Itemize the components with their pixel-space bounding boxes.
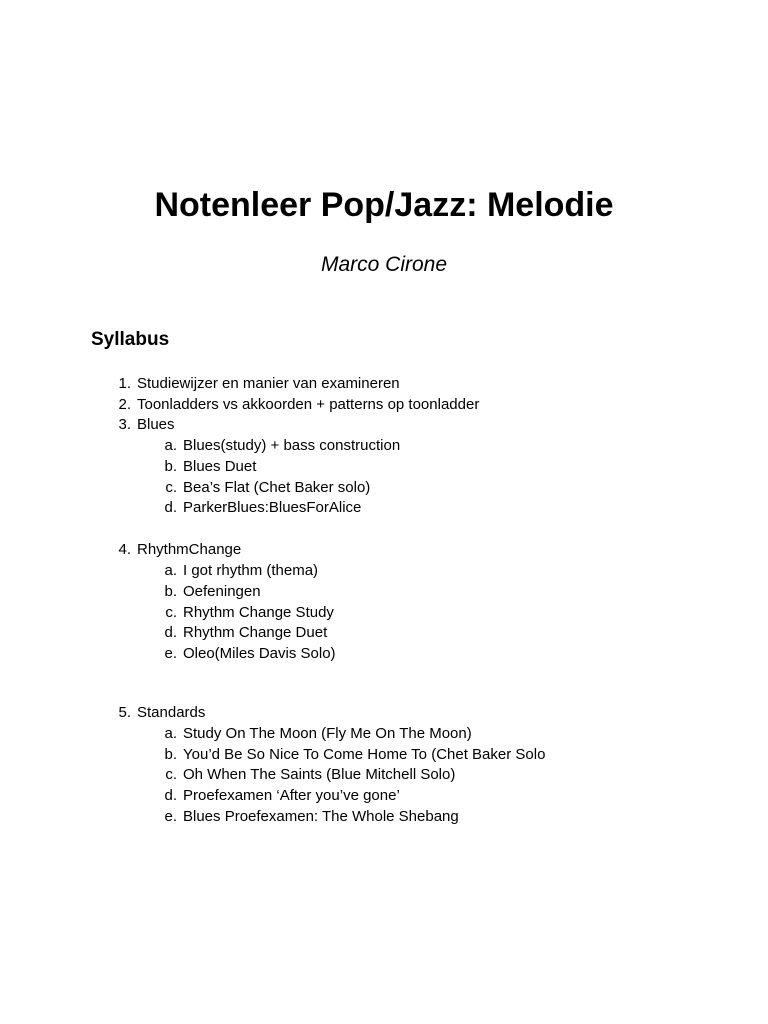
- list-subitem: [159, 807, 679, 827]
- list-marker: d.: [164, 499, 177, 516]
- list-subitem: [159, 457, 679, 477]
- list-subitem: [159, 745, 679, 765]
- list-subitem: [159, 478, 679, 498]
- list-marker: 5.: [118, 704, 131, 721]
- list-subitem-label: Oefeningen: [183, 583, 261, 600]
- list-subitem-label: ParkerBlues:BluesForAlice: [183, 499, 362, 516]
- list-marker: 3.: [118, 416, 131, 433]
- list-subitem: [159, 603, 679, 623]
- list-subitem-label: I got rhythm (thema): [183, 562, 319, 579]
- list-item: [113, 415, 613, 435]
- list-subitem-label: Rhythm Change Duet: [183, 624, 328, 641]
- list-item-label: Studiewijzer en manier van examineren: [137, 375, 400, 392]
- list-marker: 4.: [118, 541, 131, 558]
- list-marker: a.: [164, 725, 177, 742]
- author-name: Marco Cirone: [320, 253, 448, 276]
- list-marker: d.: [164, 787, 177, 804]
- list-subitem-label: You’d Be So Nice To Come Home To (Chet Baker Solo: [183, 746, 546, 763]
- list-item-label: RhythmChange: [137, 541, 242, 558]
- list-subitem: [159, 623, 679, 643]
- list-item: [113, 540, 613, 560]
- list-subitem-label: Oleo(Miles Davis Solo): [183, 645, 336, 662]
- list-subitem: [159, 582, 679, 602]
- list-subitem: [159, 644, 679, 664]
- list-subitem: [159, 765, 679, 785]
- list-subitem-label: Rhythm Change Study: [183, 604, 334, 621]
- list-subitem-label: Study On The Moon (Fly Me On The Moon): [183, 725, 472, 742]
- list-item-label: Toonladders vs akkoorden + patterns op toonladder: [137, 396, 480, 413]
- list-item-label: Standards: [137, 704, 206, 721]
- document-title: Notenleer Pop/Jazz: Melodie: [154, 186, 614, 224]
- list-subitem: [159, 498, 679, 518]
- list-marker: e.: [164, 808, 177, 825]
- list-item: [113, 703, 613, 723]
- list-subitem-label: Blues(study) + bass construction: [183, 437, 401, 454]
- list-marker: 1.: [118, 375, 131, 392]
- list-subitem-label: Blues Duet: [183, 458, 257, 475]
- list-subitem: [159, 436, 679, 456]
- list-marker: c.: [165, 604, 177, 621]
- list-marker: b.: [164, 746, 177, 763]
- list-marker: c.: [165, 479, 177, 496]
- list-marker: d.: [164, 624, 177, 641]
- list-item-label: Blues: [137, 416, 175, 433]
- list-subitem: [159, 724, 679, 744]
- list-subitem-label: Bea’s Flat (Chet Baker solo): [183, 479, 371, 496]
- section-heading: Syllabus: [91, 329, 170, 350]
- list-subitem-label: Oh When The Saints (Blue Mitchell Solo): [183, 766, 456, 783]
- list-item: [113, 374, 613, 394]
- list-subitem: [159, 786, 679, 806]
- list-marker: c.: [165, 766, 177, 783]
- list-marker: b.: [164, 458, 177, 475]
- list-item: [113, 395, 613, 415]
- list-marker: e.: [164, 645, 177, 662]
- list-marker: a.: [164, 437, 177, 454]
- list-marker: a.: [164, 562, 177, 579]
- list-subitem-label: Blues Proefexamen: The Whole Shebang: [183, 808, 459, 825]
- list-marker: b.: [164, 583, 177, 600]
- list-marker: 2.: [118, 396, 131, 413]
- list-subitem: [159, 561, 679, 581]
- list-subitem-label: Proefexamen ‘After you’ve gone’: [183, 787, 400, 804]
